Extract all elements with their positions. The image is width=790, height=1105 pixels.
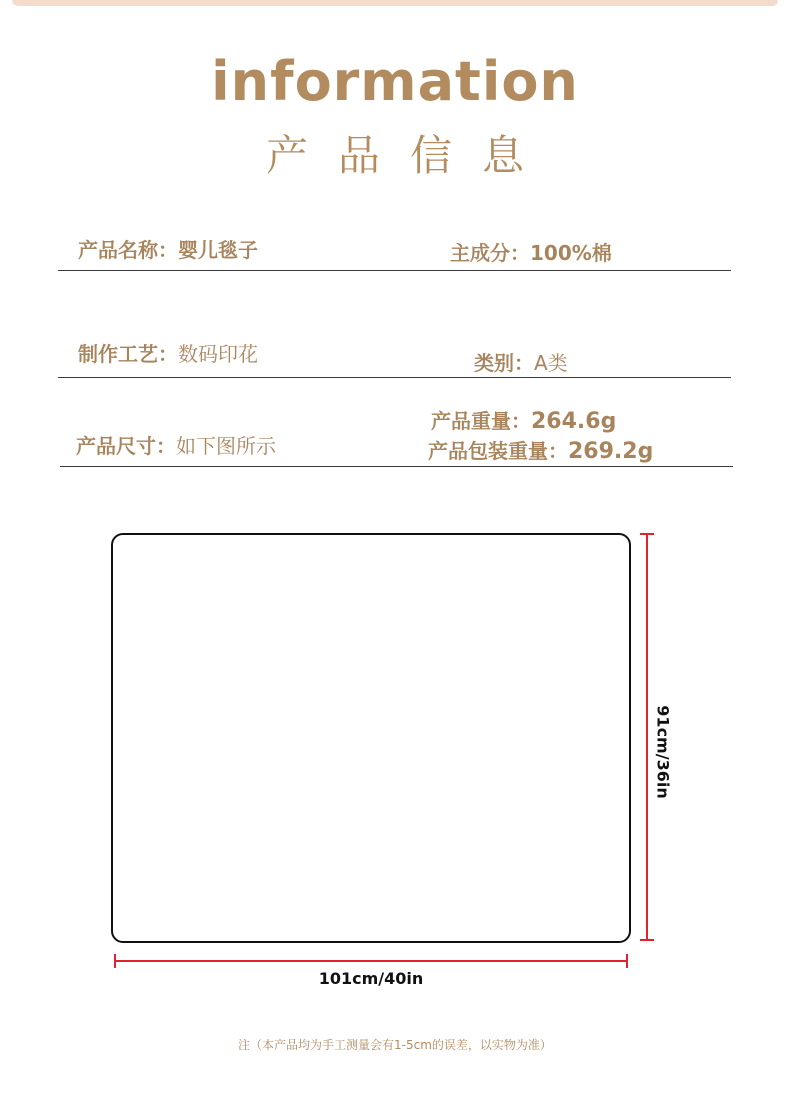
spec-craft-label: 制作工艺： xyxy=(78,342,178,366)
title-chinese: 产品信息 xyxy=(265,131,554,180)
height-dimension-line xyxy=(646,533,648,941)
width-dimension-cap-right xyxy=(626,954,628,968)
spec-package-weight-value: 269.2g xyxy=(568,439,654,464)
spec-category-label: 类别： xyxy=(474,351,534,375)
spec-size-value: 如下图所示 xyxy=(176,434,276,458)
spec-package-weight xyxy=(428,437,653,466)
width-dimension-label: 101cm/40in xyxy=(318,969,424,988)
spec-product-name xyxy=(78,236,258,264)
spec-material xyxy=(450,239,612,267)
spec-material-label: 主成分： xyxy=(450,241,530,265)
spec-weight-value: 264.6g xyxy=(531,409,617,434)
title-english: information xyxy=(211,50,579,113)
spec-product-name-value: 婴儿毯子 xyxy=(178,238,258,262)
height-dimension-cap-bottom xyxy=(640,939,654,941)
spec-category-value: A类 xyxy=(534,351,568,375)
spec-craft-value: 数码印花 xyxy=(178,342,258,366)
row-divider-3 xyxy=(60,466,733,467)
top-decorative-strip xyxy=(12,0,778,6)
spec-size xyxy=(76,432,276,460)
width-dimension-cap-left xyxy=(114,954,116,968)
row-divider-1 xyxy=(58,270,731,271)
measurement-note: 注（本产品均为手工测量会有1-5cm的误差，以实物为准） xyxy=(238,1038,552,1052)
spec-product-name-label: 产品名称： xyxy=(78,238,178,262)
spec-weight xyxy=(431,407,616,436)
spec-material-value: 100%棉 xyxy=(530,241,612,265)
width-dimension-line xyxy=(114,960,628,962)
blanket-outline xyxy=(111,533,631,943)
spec-craft xyxy=(78,340,258,368)
spec-category xyxy=(474,349,568,377)
spec-package-weight-label: 产品包装重量： xyxy=(428,439,568,463)
spec-size-label: 产品尺寸： xyxy=(76,434,176,458)
height-dimension-label: 91cm/36in xyxy=(653,705,673,799)
height-dimension-cap-top xyxy=(640,533,654,535)
row-divider-2 xyxy=(58,377,731,378)
spec-weight-label: 产品重量： xyxy=(431,409,531,433)
